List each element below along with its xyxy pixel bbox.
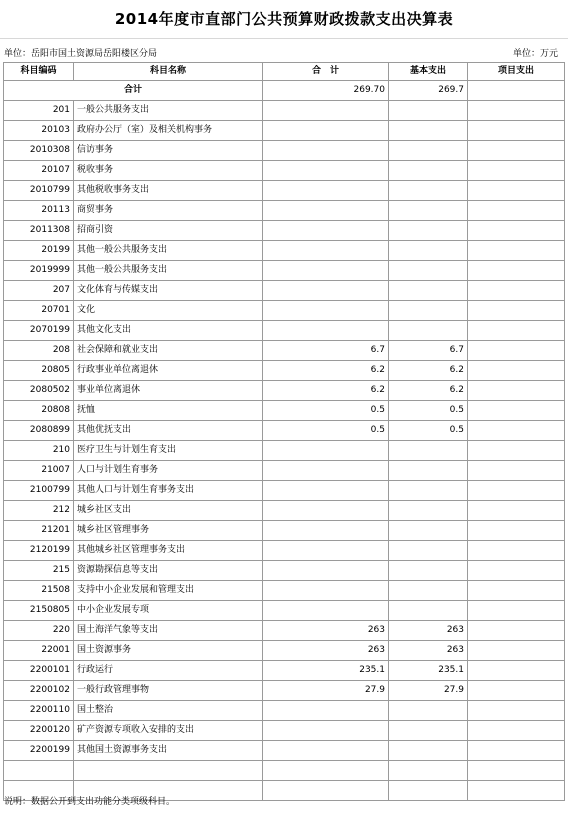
table-cell-project bbox=[468, 521, 565, 541]
header-project: 项目支出 bbox=[468, 63, 565, 81]
table-row bbox=[4, 361, 565, 381]
table-cell-project bbox=[468, 201, 565, 221]
page-title: 2014年度市直部门公共预算财政拨款支出决算表 bbox=[114, 10, 454, 28]
table-cell-name: 国土海洋气象等支出 bbox=[74, 621, 263, 641]
table-cell-name: 信访事务 bbox=[74, 141, 263, 161]
table-cell-project bbox=[468, 301, 565, 321]
table-cell-basic: 263 bbox=[389, 621, 468, 641]
table-cell-total bbox=[263, 441, 389, 461]
table-cell-name: 矿产资源专项收入安排的支出 bbox=[74, 721, 263, 741]
table-cell-total bbox=[263, 501, 389, 521]
table-cell-name: 资源勘探信息等支出 bbox=[74, 561, 263, 581]
table-cell-basic bbox=[389, 741, 468, 761]
table-cell-name: 人口与计划生育事务 bbox=[74, 461, 263, 481]
table-cell-project bbox=[468, 241, 565, 261]
table-cell-total: 235.1 bbox=[263, 661, 389, 681]
table-cell-code: 220 bbox=[4, 621, 74, 641]
table-cell-total bbox=[263, 121, 389, 141]
table-cell-code: 2019999 bbox=[4, 261, 74, 281]
table-cell-code: 2200101 bbox=[4, 661, 74, 681]
table-cell-total: 27.9 bbox=[263, 681, 389, 701]
table-row bbox=[4, 281, 565, 301]
table-cell-total: 0.5 bbox=[263, 421, 389, 441]
table-cell-project bbox=[468, 341, 565, 361]
table-row bbox=[4, 341, 565, 361]
table-cell-total bbox=[263, 481, 389, 501]
table-cell-name: 税收事务 bbox=[74, 161, 263, 181]
table-cell-basic bbox=[389, 221, 468, 241]
table-cell-project bbox=[468, 181, 565, 201]
table-cell-basic bbox=[389, 581, 468, 601]
table-cell-total: 6.2 bbox=[263, 361, 389, 381]
table-row bbox=[4, 181, 565, 201]
table-cell-name: 政府办公厅（室）及相关机构事务 bbox=[74, 121, 263, 141]
table-cell-total bbox=[263, 561, 389, 581]
table-cell-basic bbox=[389, 501, 468, 521]
table-cell-code: 20199 bbox=[4, 241, 74, 261]
table-cell-name: 医疗卫生与计划生育支出 bbox=[74, 441, 263, 461]
empty-cell bbox=[263, 781, 389, 801]
empty-cell bbox=[4, 761, 74, 781]
table-cell-basic: 6.7 bbox=[389, 341, 468, 361]
table-cell-name: 其他一般公共服务支出 bbox=[74, 261, 263, 281]
table-cell-basic bbox=[389, 441, 468, 461]
unit-row bbox=[0, 44, 568, 60]
table-cell-name: 文化 bbox=[74, 301, 263, 321]
table-cell-basic: 263 bbox=[389, 641, 468, 661]
table-cell-code: 2200199 bbox=[4, 741, 74, 761]
header-total: 合 计 bbox=[263, 63, 389, 81]
empty-cell bbox=[389, 761, 468, 781]
table-row bbox=[4, 401, 565, 421]
table-row bbox=[4, 681, 565, 701]
header-name: 科目名称 bbox=[74, 63, 263, 81]
table-cell-basic: 6.2 bbox=[389, 361, 468, 381]
table-row bbox=[4, 481, 565, 501]
table-cell-basic: 235.1 bbox=[389, 661, 468, 681]
table-cell-total bbox=[263, 281, 389, 301]
table-cell-basic bbox=[389, 161, 468, 181]
table-cell-project bbox=[468, 481, 565, 501]
table-row bbox=[4, 581, 565, 601]
table-cell-project bbox=[468, 661, 565, 681]
table-row bbox=[4, 201, 565, 221]
table-row bbox=[4, 221, 565, 241]
table-cell-basic bbox=[389, 121, 468, 141]
table-cell-total: 263 bbox=[263, 621, 389, 641]
table-cell-name: 其他一般公共服务支出 bbox=[74, 241, 263, 261]
table-cell-total bbox=[263, 241, 389, 261]
table-row bbox=[4, 561, 565, 581]
table-row bbox=[4, 101, 565, 121]
empty-cell bbox=[468, 761, 565, 781]
table-cell-code: 21508 bbox=[4, 581, 74, 601]
table-row bbox=[4, 721, 565, 741]
total-label: 合计 bbox=[4, 81, 263, 101]
table-row bbox=[4, 501, 565, 521]
table-cell-basic: 0.5 bbox=[389, 421, 468, 441]
table-cell-basic bbox=[389, 281, 468, 301]
table-cell-project bbox=[468, 681, 565, 701]
table-cell-name: 事业单位离退休 bbox=[74, 381, 263, 401]
table-row bbox=[4, 421, 565, 441]
table-cell-total bbox=[263, 601, 389, 621]
table-cell-name: 一般公共服务支出 bbox=[74, 101, 263, 121]
table-cell-project bbox=[468, 121, 565, 141]
table-cell-basic bbox=[389, 601, 468, 621]
table-cell-name: 国土整治 bbox=[74, 701, 263, 721]
table-row bbox=[4, 141, 565, 161]
table-cell-basic bbox=[389, 261, 468, 281]
table-row bbox=[4, 301, 565, 321]
table-cell-project bbox=[468, 321, 565, 341]
table-row bbox=[4, 461, 565, 481]
table-cell-name: 行政运行 bbox=[74, 661, 263, 681]
total-value: 269.70 bbox=[263, 81, 389, 101]
table-cell-basic bbox=[389, 141, 468, 161]
table-cell-code: 2010308 bbox=[4, 141, 74, 161]
table-cell-total: 6.7 bbox=[263, 341, 389, 361]
table-cell-code: 21201 bbox=[4, 521, 74, 541]
table-cell-code: 215 bbox=[4, 561, 74, 581]
footnote: 说明：数据公开到支出功能分类项级科目。 bbox=[4, 797, 176, 807]
table-cell-code: 2100799 bbox=[4, 481, 74, 501]
table-row bbox=[4, 701, 565, 721]
table-row bbox=[4, 241, 565, 261]
table-cell-basic bbox=[389, 541, 468, 561]
table-cell-code: 201 bbox=[4, 101, 74, 121]
table-cell-basic bbox=[389, 561, 468, 581]
table-cell-code: 2120199 bbox=[4, 541, 74, 561]
table-cell-basic bbox=[389, 521, 468, 541]
table-row bbox=[4, 381, 565, 401]
table-cell-project bbox=[468, 421, 565, 441]
empty-cell bbox=[468, 781, 565, 801]
table-cell-code: 20103 bbox=[4, 121, 74, 141]
table-cell-total bbox=[263, 461, 389, 481]
table-cell-code: 20113 bbox=[4, 201, 74, 221]
empty-cell bbox=[74, 761, 263, 781]
total-row bbox=[4, 81, 565, 101]
table-cell-basic bbox=[389, 101, 468, 121]
table-cell-name: 中小企业发展专项 bbox=[74, 601, 263, 621]
table-cell-name: 抚恤 bbox=[74, 401, 263, 421]
table-row bbox=[4, 601, 565, 621]
table-cell-total bbox=[263, 581, 389, 601]
table-cell-code: 20808 bbox=[4, 401, 74, 421]
table-cell-basic bbox=[389, 461, 468, 481]
table-row bbox=[4, 261, 565, 281]
currency-label: 单位：万元 bbox=[512, 49, 558, 59]
header-basic: 基本支出 bbox=[389, 63, 468, 81]
table-cell-code: 20805 bbox=[4, 361, 74, 381]
table-row bbox=[4, 321, 565, 341]
table-cell-name: 支持中小企业发展和管理支出 bbox=[74, 581, 263, 601]
table-cell-total bbox=[263, 721, 389, 741]
budget-table bbox=[3, 62, 565, 801]
table-cell-total: 0.5 bbox=[263, 401, 389, 421]
table-cell-code: 21007 bbox=[4, 461, 74, 481]
table-cell-project bbox=[468, 641, 565, 661]
table-cell-basic: 27.9 bbox=[389, 681, 468, 701]
table-cell-basic: 0.5 bbox=[389, 401, 468, 421]
table-cell-name: 其他城乡社区管理事务支出 bbox=[74, 541, 263, 561]
table-cell-project bbox=[468, 141, 565, 161]
table-cell-name: 其他优抚支出 bbox=[74, 421, 263, 441]
table-cell-code: 210 bbox=[4, 441, 74, 461]
table-cell-code: 2010799 bbox=[4, 181, 74, 201]
table-row bbox=[4, 621, 565, 641]
table-cell-total bbox=[263, 701, 389, 721]
table-cell-basic bbox=[389, 201, 468, 221]
table-cell-name: 一般行政管理事物 bbox=[74, 681, 263, 701]
table-cell-basic bbox=[389, 481, 468, 501]
table-cell-project bbox=[468, 741, 565, 761]
table-cell-name: 城乡社区支出 bbox=[74, 501, 263, 521]
table-cell-total bbox=[263, 201, 389, 221]
table-cell-total: 6.2 bbox=[263, 381, 389, 401]
table-cell-total bbox=[263, 521, 389, 541]
table-cell-project bbox=[468, 621, 565, 641]
table-cell-name: 其他人口与计划生育事务支出 bbox=[74, 481, 263, 501]
table-cell-code: 2200110 bbox=[4, 701, 74, 721]
table-cell-basic bbox=[389, 721, 468, 741]
table-cell-name: 文化体育与传媒支出 bbox=[74, 281, 263, 301]
table-header-row bbox=[4, 63, 565, 81]
table-cell-project bbox=[468, 541, 565, 561]
table-cell-project bbox=[468, 261, 565, 281]
table-cell-code: 2200120 bbox=[4, 721, 74, 741]
table-cell-code: 2080899 bbox=[4, 421, 74, 441]
table-cell-basic bbox=[389, 321, 468, 341]
table-cell-total bbox=[263, 301, 389, 321]
table-cell-project bbox=[468, 581, 565, 601]
table-row bbox=[4, 641, 565, 661]
table-cell-project bbox=[468, 281, 565, 301]
total-project-value bbox=[468, 81, 565, 101]
table-cell-code: 22001 bbox=[4, 641, 74, 661]
table-cell-name: 其他文化支出 bbox=[74, 321, 263, 341]
table-cell-name: 国土资源事务 bbox=[74, 641, 263, 661]
table-cell-code: 2080502 bbox=[4, 381, 74, 401]
title-divider bbox=[0, 38, 568, 39]
table-cell-project bbox=[468, 221, 565, 241]
table-cell-total: 263 bbox=[263, 641, 389, 661]
empty-row bbox=[4, 761, 565, 781]
table-cell-basic bbox=[389, 181, 468, 201]
table-cell-total bbox=[263, 541, 389, 561]
empty-cell bbox=[389, 781, 468, 801]
table-cell-basic bbox=[389, 701, 468, 721]
table-cell-code: 20701 bbox=[4, 301, 74, 321]
table-row bbox=[4, 541, 565, 561]
table-cell-name: 其他国土资源事务支出 bbox=[74, 741, 263, 761]
table-row bbox=[4, 441, 565, 461]
header-code: 科目编码 bbox=[4, 63, 74, 81]
table-cell-basic bbox=[389, 301, 468, 321]
table-cell-code: 20107 bbox=[4, 161, 74, 181]
total-basic-value: 269.7 bbox=[389, 81, 468, 101]
table-cell-total bbox=[263, 161, 389, 181]
table-row bbox=[4, 161, 565, 181]
table-cell-total bbox=[263, 321, 389, 341]
table-cell-project bbox=[468, 701, 565, 721]
table-cell-total bbox=[263, 221, 389, 241]
table-cell-total bbox=[263, 741, 389, 761]
table-cell-project bbox=[468, 601, 565, 621]
unit-label: 单位：岳阳市国土资源局岳阳楼区分局 bbox=[4, 49, 158, 59]
table-cell-code: 2150805 bbox=[4, 601, 74, 621]
table-row bbox=[4, 521, 565, 541]
table-cell-basic: 6.2 bbox=[389, 381, 468, 401]
table-row bbox=[4, 741, 565, 761]
table-cell-total bbox=[263, 181, 389, 201]
table-cell-project bbox=[468, 721, 565, 741]
table-cell-name: 行政事业单位离退休 bbox=[74, 361, 263, 381]
table-cell-project bbox=[468, 561, 565, 581]
table-cell-code: 208 bbox=[4, 341, 74, 361]
table-cell-code: 212 bbox=[4, 501, 74, 521]
table-row bbox=[4, 121, 565, 141]
table-cell-project bbox=[468, 441, 565, 461]
table-cell-project bbox=[468, 361, 565, 381]
table-cell-project bbox=[468, 461, 565, 481]
table-cell-project bbox=[468, 401, 565, 421]
table-cell-total bbox=[263, 101, 389, 121]
empty-cell bbox=[263, 761, 389, 781]
table-cell-name: 城乡社区管理事务 bbox=[74, 521, 263, 541]
table-cell-basic bbox=[389, 241, 468, 261]
table-cell-name: 商贸事务 bbox=[74, 201, 263, 221]
table-cell-code: 2200102 bbox=[4, 681, 74, 701]
table-cell-name: 其他税收事务支出 bbox=[74, 181, 263, 201]
table-cell-name: 招商引资 bbox=[74, 221, 263, 241]
table-cell-project bbox=[468, 381, 565, 401]
table-cell-project bbox=[468, 101, 565, 121]
table-cell-code: 2070199 bbox=[4, 321, 74, 341]
table-cell-name: 社会保障和就业支出 bbox=[74, 341, 263, 361]
table-cell-project bbox=[468, 501, 565, 521]
table-cell-total bbox=[263, 141, 389, 161]
table-row bbox=[4, 661, 565, 681]
table-cell-project bbox=[468, 161, 565, 181]
table-cell-total bbox=[263, 261, 389, 281]
table-cell-code: 207 bbox=[4, 281, 74, 301]
table-cell-code: 2011308 bbox=[4, 221, 74, 241]
